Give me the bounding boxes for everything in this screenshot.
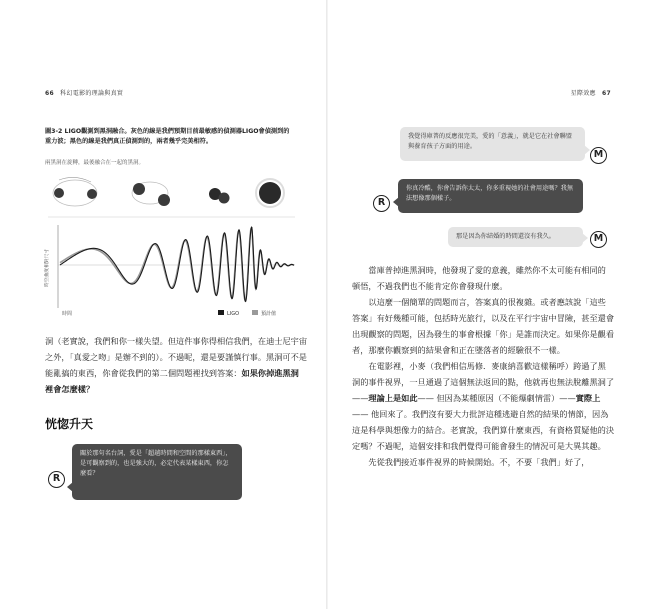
chat-bubble-text: 關於那句名台詞，愛是「超越時間和空間的那樣東西」，是可觀察到的，也是強大的，必定代表某樣東西，你怎麼看？	[80, 450, 232, 477]
ligo-waveform	[60, 227, 294, 301]
x-axis-label: 時間	[62, 311, 73, 317]
avatar-m: M	[590, 231, 607, 248]
paragraph: 以這麼一個簡單的問題而言，答案真的很複雜。或者應該說「這些答案」有好幾種可能，包括時光旅行，以及在平行宇宙中冒險，甚至還會出現觀察的問題，因為發生的事會根據「你」是誰而決定。如果你是觀看者，那麼你觀察到的結果會和正在墜落者的經驗很不一樣。	[352, 297, 615, 355]
legend-swatch-predicted	[252, 310, 258, 315]
page-number: 67	[602, 90, 611, 97]
left-body-paragraph	[45, 333, 307, 397]
paragraph: 當庫普掉進黑洞時，他發現了愛的意義，雖然你不太可能有相同的頓悟，不過我們也不能肯定你會發現什麼。	[352, 265, 606, 291]
running-head-right	[571, 88, 611, 97]
paragraph-text: 洞（老實說，我們和你一樣失望。但這件事你得相信我們，在迪士尼宇宙之外，「真愛之吻」是辦不到的）。不過呢，還是要謹慎行事。黑洞可不是能亂搞的東西，你會從我們的第二個問題裡找到答案：	[45, 336, 308, 378]
avatar-m: M	[590, 147, 607, 164]
left-page	[0, 0, 327, 609]
running-head-title: 科幻電影的理論與真實	[60, 90, 124, 97]
right-body-text	[352, 262, 614, 470]
paragraph: 在電影裡，小麥（我們相信馬修．麥康納喜歡這樣稱呼）跨過了黑洞的事件視界，一旦通過了這個無法返回的點，他就再也無法脫離黑洞了 ——理論上是如此—— 但因為某種原因（不能爆劇情雷）——實際上—— 他回來了。我們沒有要大力批評這種逃避自然的結果的情節，因為這是科學與想像力的結合。老實說，我們算什麼東西，有資格質疑他的決定嗎？不過呢，這個安排和我們覺得可能會發生的情況可是大異其趣。	[352, 361, 615, 451]
page-number: 66	[45, 90, 54, 97]
running-head-left	[45, 88, 123, 97]
paragraph: 先從我們接近事件視界的時候開始。不，不要「我們」好了，	[368, 457, 590, 467]
chat-bubble-text: 那是因為你結婚的時間還沒有我久。	[456, 233, 555, 240]
black-hole-merger-illustration	[53, 177, 284, 207]
gravitational-wave-figure	[40, 170, 305, 320]
legend-swatch-ligo	[218, 310, 224, 315]
figure-note: 兩黑洞在旋轉，最後融合在一起的黑洞。	[45, 160, 145, 166]
y-axis-label: 時空曲度相對尺寸	[45, 248, 50, 288]
figure-legend	[218, 310, 276, 317]
chat-bubble-m-2	[448, 227, 583, 247]
chat-bubble-text: 你真冷酷，你會告訴你太太，你多重視她的社會用途嗎？我無法想像那個樣子。	[406, 185, 574, 202]
bold-phrase: 實際上	[575, 393, 601, 403]
right-page	[328, 0, 655, 609]
legend-label-ligo: LIGO	[227, 311, 240, 317]
avatar-r: R	[373, 195, 390, 212]
running-head-title: 星際效應	[570, 90, 596, 97]
chat-bubble-text: 我覺得庫普的反應很完美，愛的「意義」，就是它在社會聯盟與養育孩子方面的用途。	[408, 133, 572, 150]
chat-bubble-r	[72, 444, 242, 500]
chat-bubble-m-1	[400, 127, 585, 161]
legend-label-predicted: 預計值	[261, 311, 277, 317]
avatar-r: R	[48, 471, 65, 488]
bold-question: 如果你掉進黑洞裡會怎麼樣？	[45, 368, 299, 394]
bold-phrase: 理論上是如此	[368, 393, 418, 403]
chat-bubble-r	[398, 179, 583, 213]
section-title: 恍惚升天	[45, 417, 94, 431]
figure-caption: 圖3-2 LIGO觀測到黑洞融合。灰色的線是我們預期目前最敏感的偵測器LIGO會偵測到的重力波；黑色的線是我們真正偵測到的，兩者幾乎完美相符。	[45, 128, 290, 145]
